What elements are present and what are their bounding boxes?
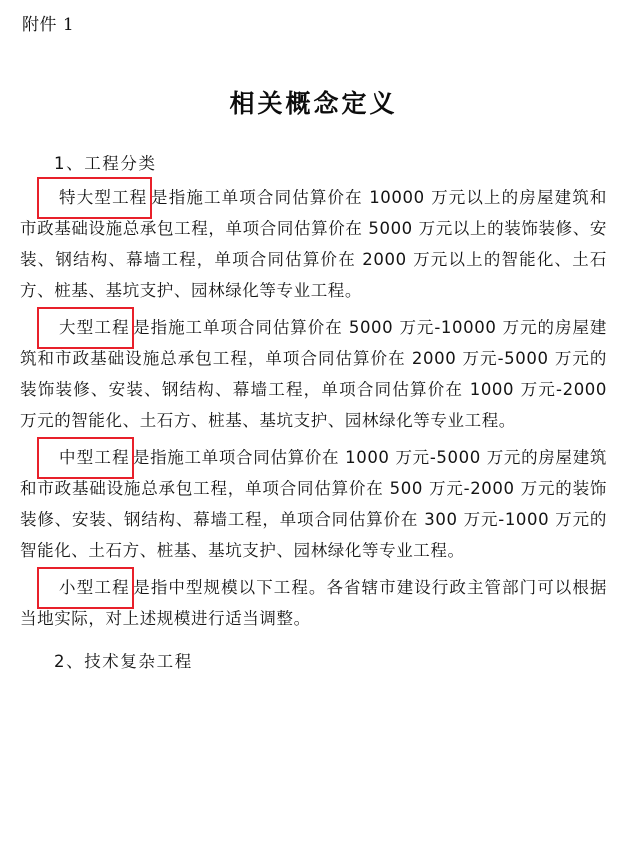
section-heading-2: 2、技术复杂工程 bbox=[54, 651, 193, 671]
paragraph-text: 是指施工单项合同估算价在 1000 万元-5000 万元的房屋建筑和市政基础设施总承包工程，单项合同估算价在 500 万元-2000 万元的装饰装修、安装、钢结构、幕墙工程，单项合同估算价在 300 万元-1000 万元的智能化、土石方、桩基、基坑支护、园林绿化等专业工程。 bbox=[20, 447, 607, 560]
paragraph-small-project bbox=[20, 572, 607, 634]
paragraph-extra-large-project bbox=[20, 182, 607, 306]
paragraph-text: 是指施工单项合同估算价在 10000 万元以上的房屋建筑和市政基础设施总承包工程，单项合同估算价在 5000 万元以上的装饰装修、安装、钢结构、幕墙工程，单项合同估算价在 2000 万元以上的智能化、土石方、桩基、基坑支护、园林绿化等专业工程。 bbox=[20, 187, 607, 300]
highlight-extra-large-project: 特大型工程 bbox=[38, 182, 151, 213]
attachment-label: 附件 1 bbox=[22, 15, 75, 35]
paragraph-medium-project bbox=[20, 442, 607, 566]
highlight-small-project: 小型工程 bbox=[38, 572, 133, 603]
paragraph-text: 是指施工单项合同估算价在 5000 万元-10000 万元的房屋建筑和市政基础设施总承包工程，单项合同估算价在 2000 万元-5000 万元的装饰装修、安装、钢结构、幕墙工程，单项合同估算价在 1000 万元-2000 万元的智能化、土石方、桩基、基坑支护、园林绿化等专业工程。 bbox=[20, 317, 607, 430]
paragraph-text: 是指中型规模以下工程。各省辖市建设行政主管部门可以根据当地实际，对上述规模进行适当调整。 bbox=[20, 577, 607, 628]
section-heading-1: 1、工程分类 bbox=[54, 153, 157, 173]
highlight-medium-project: 中型工程 bbox=[38, 442, 133, 473]
paragraph-large-project bbox=[20, 312, 607, 436]
page-title: 相关概念定义 bbox=[229, 88, 398, 118]
highlight-large-project: 大型工程 bbox=[38, 312, 133, 343]
